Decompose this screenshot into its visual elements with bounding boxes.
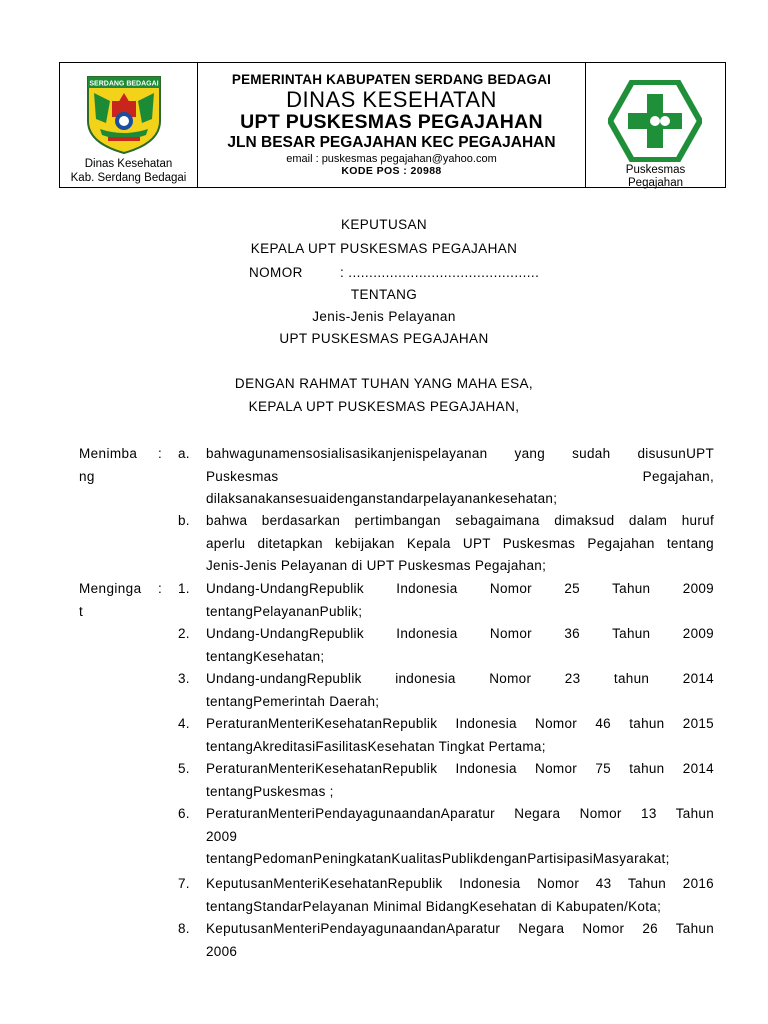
email: email : puskesmas pegajahan@yahoo.com xyxy=(286,153,497,165)
left-caption-line-1: Dinas Kesehatan xyxy=(84,158,173,170)
mengingat-item-4: PeraturanMenteriKesehatanRepublik Indonesia Nomor 46 tahun 2015 tentangAkreditasiFasilitasKesehatan Tingkat Pertama; xyxy=(206,716,714,754)
mengingat-item-mark: 5. xyxy=(178,761,190,776)
mengingat-item-2: Undang-UndangRepublik Indonesia Nomor 36 Tahun 2009 tentangKesehatan; xyxy=(206,626,714,664)
mengingat-item-7: KeputusanMenteriKesehatanRepublik Indonesia Nomor 43 Tahun 2016 tentangStandarPelayanan Minimal BidangKesehatan di Kabupaten/Kota; xyxy=(206,876,714,914)
right-caption-line-2: Pegajahan xyxy=(628,177,683,189)
mengingat-item-mark: 7. xyxy=(178,876,190,891)
right-caption-line-1: Puskesmas xyxy=(625,164,686,176)
mengingat-item-mark: 3. xyxy=(178,671,190,686)
tentang-heading: TENTANG xyxy=(350,287,418,302)
decree-subject-line-2: UPT PUSKESMAS PEGAJAHAN xyxy=(279,331,489,346)
menimbang-item-mark: a. xyxy=(178,446,190,461)
serdang-bedagai-crest-logo xyxy=(74,71,174,155)
mengingat-item-mark: 1. xyxy=(178,581,190,596)
agency-name: DINAS KESEHATAN xyxy=(286,87,497,112)
mengingat-item-8: KeputusanMenteriPendayagunaandanAparatur Negara Nomor 26 Tahun 2006 xyxy=(206,921,714,959)
mengingat-item-mark: 2. xyxy=(178,626,190,641)
mengingat-item-mark: 6. xyxy=(178,806,190,821)
mengingat-item-mark: 8. xyxy=(178,921,190,936)
preamble-line-2: KEPALA UPT PUSKESMAS PEGAJAHAN, xyxy=(248,399,520,414)
menimbang-item-b: bahwa berdasarkan pertimbangan sebagaimana dimaksud dalam huruf aperlu ditetapkan kebijakan Kepala UPT Puskesmas Pegajahan tentang Jenis-Jenis Pelayanan di UPT Puskesmas Pegajahan; xyxy=(206,513,714,573)
mengingat-item-3: Undang-undangRepublik indonesia Nomor 23 tahun 2014 tentangPemerintah Daerah; xyxy=(206,671,714,709)
crest-banner-text: SERDANG BEDAGAI xyxy=(89,80,159,88)
letterhead-center-cell xyxy=(198,63,585,187)
nomor-label: NOMOR xyxy=(249,265,303,280)
decree-issuer: KEPALA UPT PUSKESMAS PEGAJAHAN xyxy=(250,241,518,256)
menimbang-colon: : xyxy=(158,446,162,461)
address: JLN BESAR PEGAJAHAN KEC PEGAJAHAN xyxy=(227,134,556,151)
letterhead-left-cell xyxy=(60,63,198,187)
decree-title: KEPUTUSAN xyxy=(340,217,428,232)
menimbang-item-mark: b. xyxy=(178,513,190,528)
menimbang-item-a: bahwagunamensosialisasikanjenispelayanan yang sudah disusunUPT Puskesmas Pegajahan, dilaksanakansesuaidenganstandarpelayanankesehatan; xyxy=(206,446,714,506)
puskesmas-name: UPT PUSKESMAS PEGAJAHAN xyxy=(240,111,543,133)
nomor-value: : .............................................. xyxy=(340,265,540,280)
mengingat-item-5: PeraturanMenteriKesehatanRepublik Indonesia Nomor 75 tahun 2014 tentangPuskesmas ; xyxy=(206,761,714,799)
puskesmas-logo xyxy=(608,80,702,162)
letterhead xyxy=(59,62,726,188)
mengingat-item-6: PeraturanMenteriPendayagunaandanAparatur Negara Nomor 13 Tahun 2009 tentangPedomanPeningkatanKualitasPublikdenganPartisipasiMasyarakat; xyxy=(206,806,714,866)
decree-subject-line-1: Jenis-Jenis Pelayanan xyxy=(312,309,456,324)
mengingat-item-1: Undang-UndangRepublik Indonesia Nomor 25 Tahun 2009 tentangPelayananPublik; xyxy=(206,581,714,619)
government-name: PEMERINTAH KABUPATEN SERDANG BEDAGAI xyxy=(231,72,552,87)
mengingat-colon: : xyxy=(158,581,162,596)
letterhead-right-cell xyxy=(585,63,725,187)
left-caption-line-2: Kab. Serdang Bedagai xyxy=(70,172,187,184)
postal-code: KODE POS : 20988 xyxy=(341,165,442,177)
mengingat-label: Menginga t xyxy=(79,581,142,619)
menimbang-label: Menimba ng xyxy=(79,446,138,484)
preamble-line-1: DENGAN RAHMAT TUHAN YANG MAHA ESA, xyxy=(234,376,534,391)
mengingat-item-mark: 4. xyxy=(178,716,190,731)
